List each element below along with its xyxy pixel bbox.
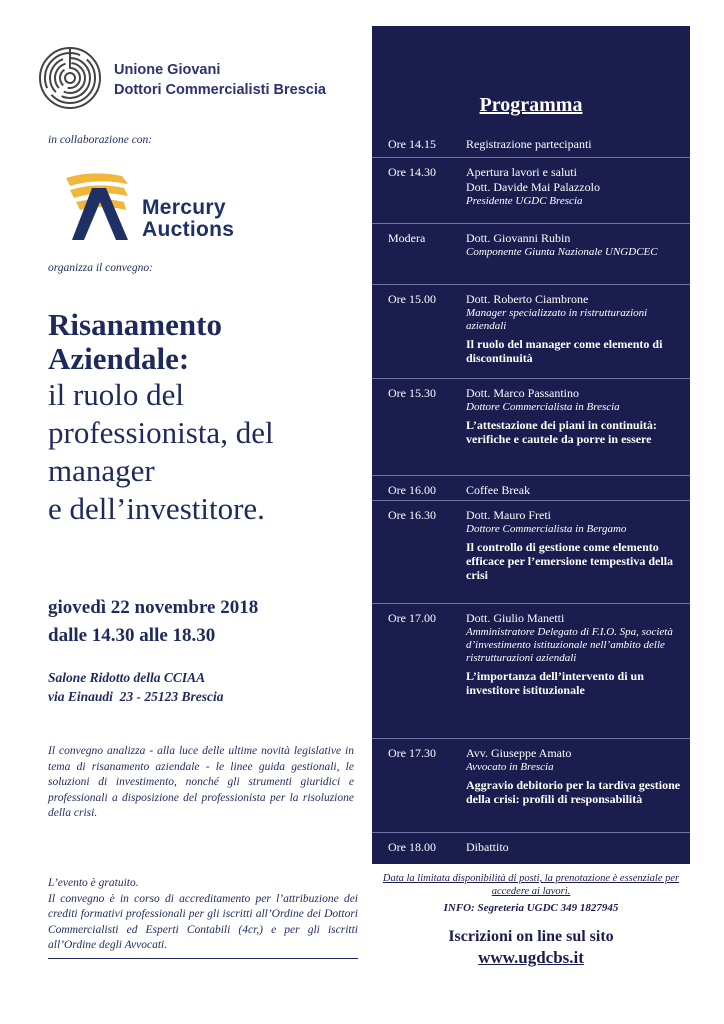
maze-icon bbox=[38, 46, 102, 110]
mercury-mark-icon bbox=[62, 168, 134, 242]
title-line: manager bbox=[48, 453, 155, 488]
talk-topic: Il ruolo del manager come elemento di discontinuità bbox=[466, 337, 663, 365]
slot-time: Ore 18.00 bbox=[388, 840, 436, 854]
org-header bbox=[38, 46, 358, 116]
slot-body bbox=[466, 508, 682, 582]
registration-title: Iscrizioni on line sul sito bbox=[448, 928, 614, 945]
slot-time: Modera bbox=[388, 231, 426, 245]
programme-slot bbox=[372, 475, 690, 497]
registration-link[interactable]: www.ugdcbs.it bbox=[478, 948, 584, 967]
collab-label: in collaborazione con: bbox=[48, 134, 153, 146]
accreditation-text: Il convegno è in corso di accreditamento per l’attribuzione dei crediti formativi professionali per gli iscritti all’Ordine dei Dottori Commercialisti ed Esperti Contabili (4cr,) e per gli iscritti all’Ordine degli Avvocati. bbox=[48, 892, 358, 952]
left-column bbox=[38, 38, 358, 998]
title-line: Risanamento bbox=[48, 307, 222, 342]
slot-line: Dott. Roberto Ciambrone bbox=[466, 292, 589, 306]
event-description: Il convegno analizza - alla luce delle ultime novità legislative in tema di risanamento aziendale - le linee guida gestionali, le soluzioni di investimento, nonché gli strumenti giuridici e professionali a disposizione del professionista per la risoluzione della crisi. bbox=[48, 745, 354, 820]
event-date bbox=[48, 594, 258, 650]
programme-slot bbox=[372, 832, 690, 854]
programme-slot bbox=[372, 500, 690, 582]
programme-slot bbox=[372, 603, 690, 697]
slot-line: Dott. Marco Passantino bbox=[466, 386, 579, 400]
accreditation-box bbox=[48, 876, 358, 959]
slot-time: Ore 14.30 bbox=[388, 165, 436, 179]
slot-line: Registrazione partecipanti bbox=[466, 137, 592, 151]
registration-info: INFO: Segreteria UGDC 349 1827945 bbox=[443, 902, 619, 914]
programme-slot bbox=[372, 157, 690, 207]
event-day: giovedì 22 novembre 2018 bbox=[48, 597, 259, 618]
talk-topic: L’importanza dell’intervento di un investitore istituzionale bbox=[466, 669, 644, 697]
speaker-role: Manager specializzato in ristrutturazioni aziendali bbox=[466, 307, 648, 332]
programme-slot bbox=[372, 378, 690, 446]
title-line: Aziendale: bbox=[48, 341, 190, 376]
org-name-line2: Dottori Commercialisti Brescia bbox=[114, 82, 326, 98]
slot-line: Dott. Giulio Manetti bbox=[466, 611, 565, 625]
speaker-role: Dottore Commercialista in Bergamo bbox=[466, 523, 627, 535]
slot-time: Ore 17.00 bbox=[388, 611, 436, 625]
slot-line: Avv. Giuseppe Amato bbox=[466, 746, 572, 760]
venue-address: via Einaudi 23 - 25123 Brescia bbox=[48, 689, 224, 704]
talk-topic: Aggravio debitorio per la tardiva gestione della crisi: profili di responsabilità bbox=[466, 778, 681, 806]
talk-topic: L’attestazione dei piani in continuità: verifiche e cautele da porre in essere bbox=[466, 418, 657, 446]
title-line: e dell’investitore. bbox=[48, 491, 265, 526]
speaker-role: Componente Giunta Nazionale UNGDCEC bbox=[466, 246, 658, 258]
slot-body bbox=[466, 386, 682, 446]
title-line: professionista, del bbox=[48, 415, 274, 450]
slot-line: Apertura lavori e saluti bbox=[466, 165, 577, 179]
slot-body bbox=[466, 483, 682, 498]
slot-line: Coffee Break bbox=[466, 483, 531, 497]
venue-name: Salone Ridotto della CCIAA bbox=[48, 670, 206, 685]
slot-body bbox=[466, 840, 682, 855]
registration-box bbox=[372, 864, 690, 1002]
registration-note: Data la limitata disponibilità di posti, la prenotazione è essenziale per accedere ai lavori. bbox=[382, 873, 680, 897]
talk-topic: Il controllo di gestione come elemento efficace per l’emersione tempestiva della crisi bbox=[466, 540, 674, 582]
sponsor-logo bbox=[62, 168, 302, 248]
programme-slot bbox=[372, 223, 690, 258]
organizza-label: organizza il convegno: bbox=[48, 262, 153, 274]
event-hours: dalle 14.30 alle 18.30 bbox=[48, 625, 216, 646]
event-title bbox=[48, 308, 358, 528]
sponsor-name-line1: Mercury bbox=[142, 196, 226, 219]
slot-body bbox=[466, 137, 682, 152]
slot-time: Ore 14.15 bbox=[388, 137, 436, 151]
event-venue bbox=[48, 668, 224, 706]
programme-panel bbox=[372, 26, 690, 1002]
slot-time: Ore 16.30 bbox=[388, 508, 436, 522]
speaker-role: Presidente UGDC Brescia bbox=[466, 195, 583, 207]
programme-slot bbox=[372, 284, 690, 365]
sponsor-name-line2: Auctions bbox=[142, 218, 235, 241]
slot-body bbox=[466, 611, 682, 697]
org-name-line1: Unione Giovani bbox=[114, 62, 221, 78]
slot-time: Ore 15.00 bbox=[388, 292, 436, 306]
slot-body bbox=[466, 746, 682, 806]
slot-body bbox=[466, 292, 682, 365]
free-notice: L’evento è gratuito. bbox=[48, 877, 139, 889]
title-line: il ruolo del bbox=[48, 377, 185, 412]
slot-time: Ore 16.00 bbox=[388, 483, 436, 497]
slot-time: Ore 15.30 bbox=[388, 386, 436, 400]
speaker-role: Dottore Commercialista in Brescia bbox=[466, 401, 620, 413]
slot-time: Ore 17.30 bbox=[388, 746, 436, 760]
slot-body bbox=[466, 165, 682, 208]
slot-body bbox=[466, 231, 682, 259]
slot-line: Dott. Davide Mai Palazzolo bbox=[466, 180, 600, 194]
speaker-role: Avvocato in Brescia bbox=[466, 761, 554, 773]
speaker-role: Amministratore Delegato di F.I.O. Spa, società d’investimento istituzionale nell’ambito delle ristrutturazioni aziendali bbox=[466, 626, 673, 664]
programme-title: Programma bbox=[479, 94, 583, 116]
slot-line: Dott. Mauro Freti bbox=[466, 508, 551, 522]
programme-slot bbox=[372, 738, 690, 806]
slot-line: Dott. Giovanni Rubin bbox=[466, 231, 571, 245]
slot-line: Dibattito bbox=[466, 840, 509, 854]
